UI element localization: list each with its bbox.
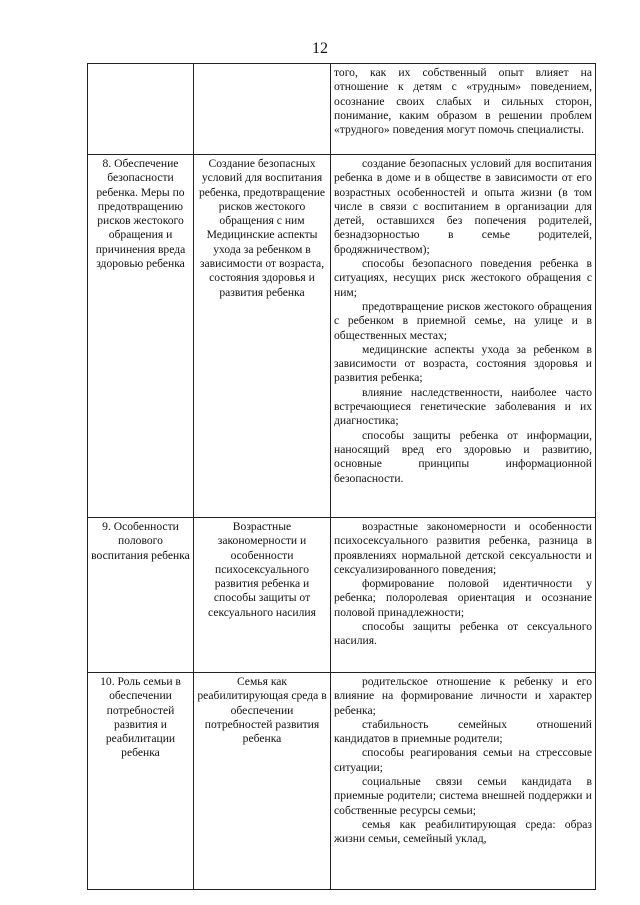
content-paragraph: создание безопасных условий для воспитания ребенка в доме и в обществе в зависимости от его возрастных особенностей и опыта жизни (в том числе в связи с воспитанием в организации для детей, оставшихся без попечения родителей, безнадзорностью в семье родителей, бродяжничеством); — [334, 157, 592, 256]
content-cell — [331, 518, 596, 673]
table-row — [88, 673, 596, 890]
theme-cell — [194, 64, 331, 155]
theme-cell: Семья как реабилитирующая среда в обеспечении потребностей развития ребенка — [194, 673, 331, 890]
content-paragraph: способы реагирования семьи на стрессовые ситуации; — [334, 746, 592, 774]
content-paragraph: стабильность семейных отношений кандидатов в приемные родители; — [334, 717, 592, 746]
content-paragraph: формирование половой идентичности у ребенка; полоролевая ориентация и осознание половой принадлежности; — [334, 577, 592, 619]
content-paragraph: способы защиты ребенка от информации, наносящий вред его здоровью и развитию, основные принципы информационной безопасности. — [334, 428, 592, 485]
content-paragraph: того, как их собственный опыт влияет на отношение к детям с «трудным» поведением, осознание своих слабых и сильных сторон, понимание, каким образом в решении проблем «трудного» поведения могут помочь специалисты. — [334, 66, 592, 137]
content-paragraph: предотвращение рисков жестокого обращения с ребенком в приемной семье, на улице и в общественных местах; — [334, 299, 592, 342]
content-paragraph: способы безопасного поведения ребенка в ситуациях, несущих риск жестокого обращения с ним; — [334, 257, 592, 299]
page-number: 12 — [312, 40, 328, 57]
theme-cell: Возрастные закономерности и особенности психосексуального развития ребенка и способы защиты от сексуального насилия — [194, 518, 331, 673]
theme-cell: Создание безопасных условий для воспитания ребенка, предотвращение рисков жестокого обращения с ним Медицинские аспекты ухода за ребенком в зависимости от возраста, состояния здоровья и развития ребенка — [194, 155, 331, 518]
topic-cell: 10. Роль семьи в обеспечении потребностей развития и реабилитации ребенка — [88, 673, 194, 890]
content-cell — [331, 64, 596, 155]
content-cell — [331, 673, 596, 890]
program-table — [87, 63, 596, 890]
content-paragraph: социальные связи семьи кандидата в приемные родители; система внешней поддержки и собственные ресурсы семьи; — [334, 775, 592, 817]
table-row — [88, 518, 596, 673]
content-paragraph: семья как реабилитирующая среда: образ жизни семьи, семейный уклад, — [334, 817, 592, 846]
content-paragraph: влияние наследственности, наиболее часто встречающиеся генетические заболевания и их диагностика; — [334, 385, 592, 428]
content-paragraph: медицинские аспекты ухода за ребенком в зависимости от возраста, состояния здоровья и развития ребенка; — [334, 342, 592, 385]
content-cell — [331, 155, 596, 518]
content-paragraph: возрастные закономерности и особенности психосексуального развития ребенка, разница в проявлениях нормальной детской сексуальности и сексуализированного поведения; — [334, 520, 592, 576]
table-row — [88, 155, 596, 518]
content-paragraph: способы защиты ребенка от сексуального насилия. — [334, 620, 592, 648]
topic-cell: 8. Обеспечение безопасности ребенка. Меры по предотвращению рисков жестокого обращения и причинения вреда здоровью ребенка — [88, 155, 194, 518]
content-paragraph: родительское отношение к ребенку и его влияние на формирование личности и характер ребенка; — [334, 675, 592, 717]
topic-cell: 9. Особенности полового воспитания ребенка — [88, 518, 194, 673]
table-row — [88, 64, 596, 155]
topic-cell — [88, 64, 194, 155]
